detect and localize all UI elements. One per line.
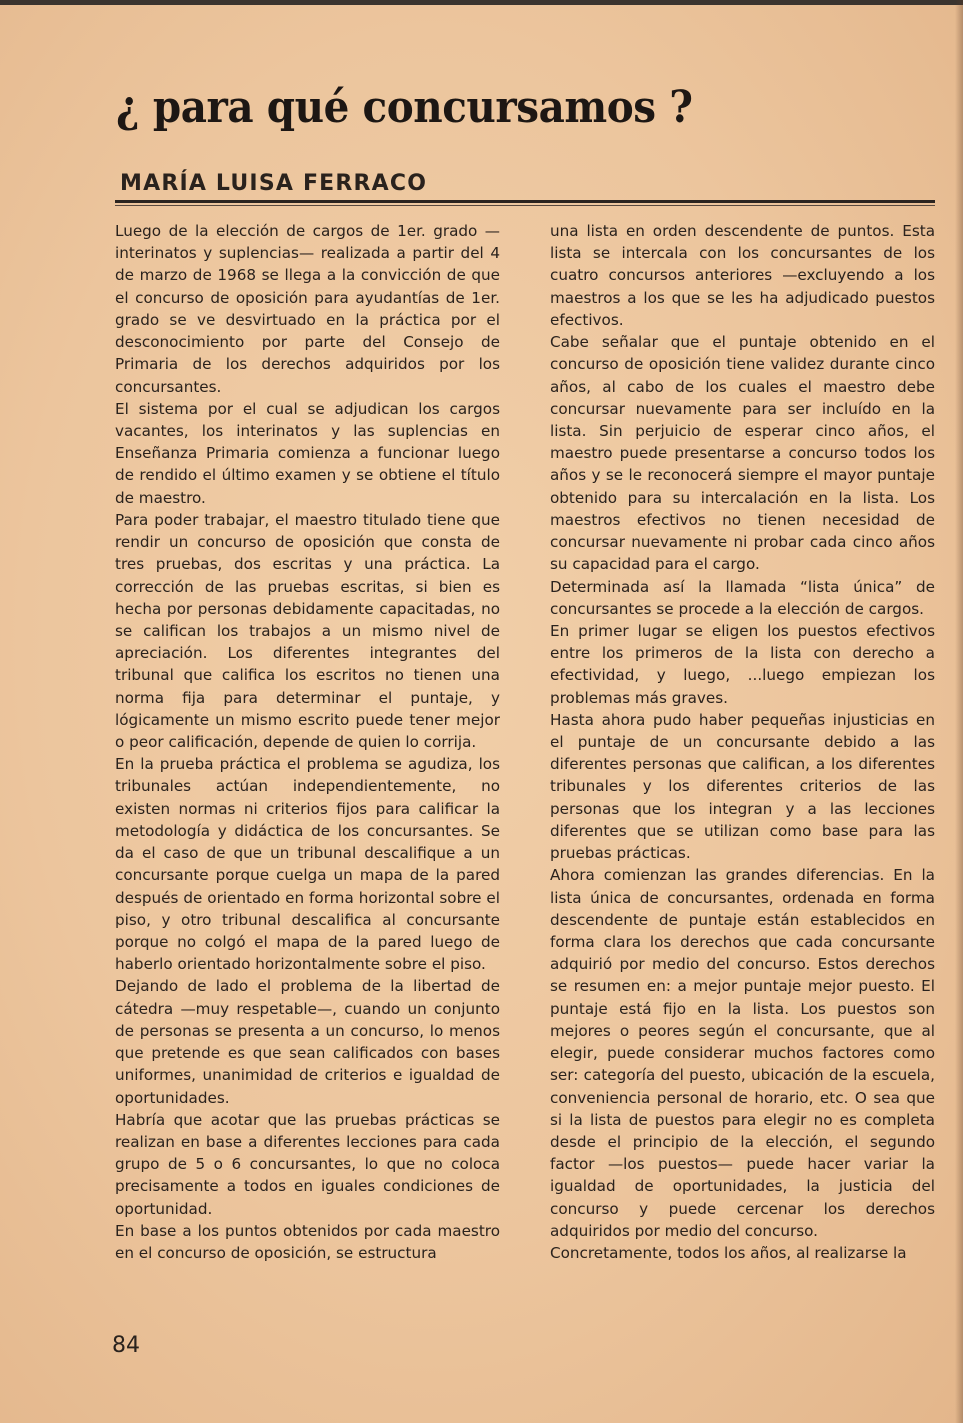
paragraph: En la prueba práctica el problema se agudiza, los tribunales actúan independientemente, no existen normas ni criterios fijos para calificar la metodología y didáctica de los concursantes. Se da el caso de que un tribunal descalifique a un concursante porque cuelga un mapa de la pared después de orientado en forma horizontal sobre el piso, y otro tribunal descalifica al concursante porque no colgó el mapa de la pared luego de haberlo orientado horizontalmente sobre el piso. (115, 755, 500, 974)
paragraph: Concretamente, todos los años, al realizarse la (550, 1244, 907, 1263)
paragraph: Hasta ahora pudo haber pequeñas injusticias en el puntaje de un concursante debido a las diferentes personas que califican, a los diferentes tribunales y los diferentes criterios de las personas que los integran y a las lecciones diferentes que se utilizan como base para las pruebas prácticas. (550, 710, 935, 863)
article-author: MARÍA LUISA FERRACO (120, 171, 428, 196)
paragraph: En primer lugar se eligen los puestos efectivos entre los primeros de la lista con derecho a efectividad, y luego, ...luego empiezan los problemas más graves. (550, 621, 935, 707)
article-title: ¿ para qué concursamos ? (116, 82, 693, 133)
title-rule-thin (115, 205, 935, 206)
paragraph: Dejando de lado el problema de la libertad de cátedra —muy respetable—, cuando un conjunto de personas se presenta a un concurso, lo menos que pretende es que sean calificados con bases uniformes, unanimidad de criterios e igualdad de oportunidades. (115, 977, 500, 1107)
paragraph: Luego de la elección de cargos de 1er. grado —interinatos y suplencias— realizada a partir del 4 de marzo de 1968 se llega a la convicción de que el concurso de oposición para ayudantías de 1er. grado se ve desvirtuado en la práctica por el desconocimiento por parte del Consejo de Primaria de los derechos adquiridos por los concursantes. (115, 222, 500, 396)
page-right-edge (955, 0, 963, 1423)
paragraph: Para poder trabajar, el maestro titulado tiene que rendir un concurso de oposición que consta de tres pruebas, dos escritas y una práctica. La corrección de las pruebas escritas, si bien es hecha por personas debidamente capacitadas, no se califican los trabajos a un mismo nivel de apreciación. Los diferentes integrantes del tribunal que califica los escritos no tienen una norma fija para determinar el puntaje, y lógicamente un mismo escrito puede tener mejor o peor calificación, depende de quien lo corrija. (115, 510, 500, 752)
paragraph: Determinada así la llamada “lista única” de concursantes se procede a la elección de cargos. (550, 577, 935, 618)
paragraph: En base a los puntos obtenidos por cada maestro en el concurso de oposición, se estructura (115, 1221, 500, 1263)
paragraph: Ahora comienzan las grandes diferencias. En la lista única de concursantes, ordenada en forma descendente de puntaje están establecidos en forma clara los derechos que cada concursante adquirió por medio del concurso. Estos derechos se resumen en: a mejor puntaje mejor puesto. El puntaje está fijo en la lista. Los puestos son mejores o peores según el concursante, que al elegir, puede considerar muchos factores como ser: categoría del puesto, ubicación de la escuela, conveniencia personal de horario, etc. O sea que si la lista de puestos para elegir no es completa desde el principio de la elección, el segundo factor —los puestos— puede hacer variar la igualdad de oportunidades, la justicia del concurso y puede cercenar los derechos adquiridos por medio del concurso. (550, 866, 935, 1240)
paragraph: El sistema por el cual se adjudican los cargos vacantes, los interinatos y las suplencias en Enseñanza Primaria comienza a funcionar luego de rendido el último examen y se obtiene el título de maestro. (115, 399, 500, 507)
paragraph: Cabe señalar que el puntaje obtenido en el concurso de oposición tiene validez durante cinco años, al cabo de los cuales el maestro debe concursar nuevamente para ser incluído en la lista. Sin perjuicio de esperar cinco años, el maestro puede presentarse a concurso todos los años y se le reconocerá siempre el mayor puntaje obtenido para su intercalación en la lista. Los maestros efectivos no tienen necesidad de concursar nuevamente ni probar cada cinco años su capacidad para el cargo. (550, 333, 935, 574)
right-column (550, 220, 935, 1264)
paragraph: una lista en orden descendente de puntos. Esta lista se intercala con los concursantes de los cuatro concursos anteriores —excluyendo a los maestros a los que se les ha adjudicado puestos efectivos. (550, 222, 935, 329)
page-number: 84 (112, 1333, 140, 1358)
left-column (115, 220, 500, 1264)
paragraph: Habría que acotar que las pruebas prácticas se realizan en base a diferentes lecciones para cada grupo de 5 o 6 concursantes, lo que no coloca precisamente a todos en iguales condiciones de oportunidad. (115, 1110, 500, 1218)
page-top-edge (0, 0, 963, 5)
title-rule (115, 200, 935, 203)
